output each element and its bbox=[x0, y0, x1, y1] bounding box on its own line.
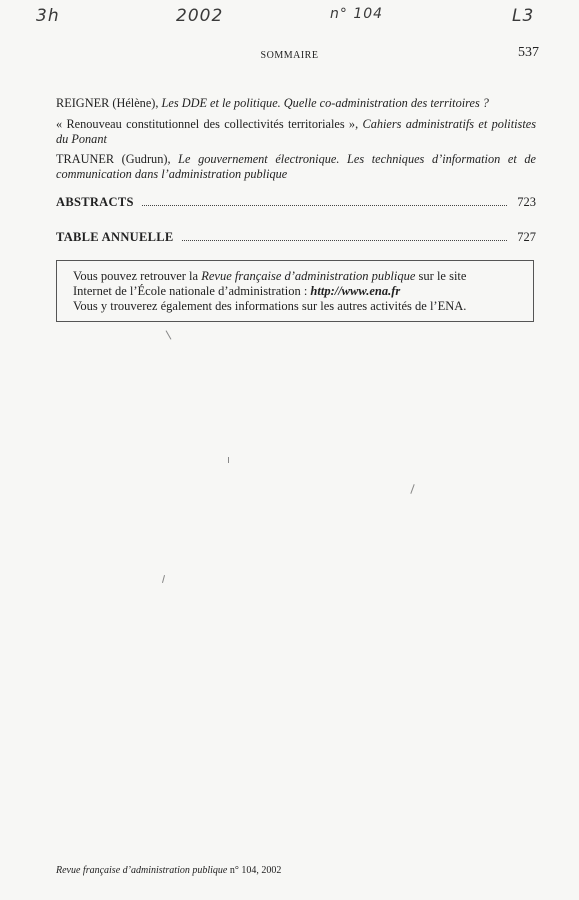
notice-text: sur le site bbox=[415, 269, 467, 283]
website-url: http://www.ena.fr bbox=[310, 284, 401, 298]
handwritten-note: 3h bbox=[36, 6, 60, 26]
page-number: 537 bbox=[518, 45, 539, 60]
entry-title: Les DDE et le politique. Quelle co-administration des territoires ? bbox=[161, 96, 489, 110]
handwritten-issue: n° 104 bbox=[330, 6, 384, 22]
website-notice-box bbox=[56, 260, 534, 322]
running-head: SOMMAIRE bbox=[260, 50, 319, 61]
toc-entry bbox=[56, 152, 536, 182]
toc-page-number: 727 bbox=[517, 230, 536, 244]
journal-name: Revue française d’administration publique bbox=[201, 269, 416, 283]
handwritten-year: 2002 bbox=[176, 6, 224, 26]
toc-label: ABSTRACTS bbox=[56, 195, 134, 209]
toc-row-table-annuelle bbox=[56, 230, 536, 245]
entry-title: Cahiers administratifs et politistes du Ponant bbox=[56, 117, 537, 146]
entry-author: « Renouveau constitutionnel des collectivités territoriales », bbox=[56, 117, 359, 131]
scan-speck bbox=[162, 575, 165, 583]
scan-speck bbox=[410, 484, 414, 494]
footer-journal: Revue française d’administration publique bbox=[56, 865, 228, 876]
dot-leader bbox=[182, 231, 508, 241]
notice-text: Vous pouvez retrouver la bbox=[73, 269, 202, 283]
page-footer bbox=[56, 865, 281, 876]
notice-line: Vous y trouverez également des informations sur les autres activités de l’ENA. bbox=[73, 299, 467, 313]
scan-speck bbox=[228, 457, 229, 463]
dot-leader bbox=[142, 196, 508, 206]
toc-label: TABLE ANNUELLE bbox=[56, 230, 174, 244]
toc-row-abstracts bbox=[56, 195, 536, 210]
toc-entry bbox=[56, 117, 536, 147]
entry-title: Le gouvernement électronique. Les techniques d’information et de communication dans l’administration publique bbox=[56, 152, 536, 181]
entry-author: REIGNER (Hélène), bbox=[56, 96, 159, 110]
notice-text: Internet de l’École nationale d’administration : bbox=[73, 284, 311, 298]
scan-speck bbox=[166, 330, 172, 339]
entry-author: TRAUNER (Gudrun), bbox=[56, 152, 171, 166]
toc-page-number: 723 bbox=[517, 195, 536, 209]
handwritten-code: L3 bbox=[512, 6, 535, 26]
toc-entry bbox=[56, 96, 536, 111]
footer-issue: n° 104, 2002 bbox=[227, 865, 282, 876]
notice-line bbox=[73, 269, 533, 284]
notice-line bbox=[73, 284, 533, 299]
